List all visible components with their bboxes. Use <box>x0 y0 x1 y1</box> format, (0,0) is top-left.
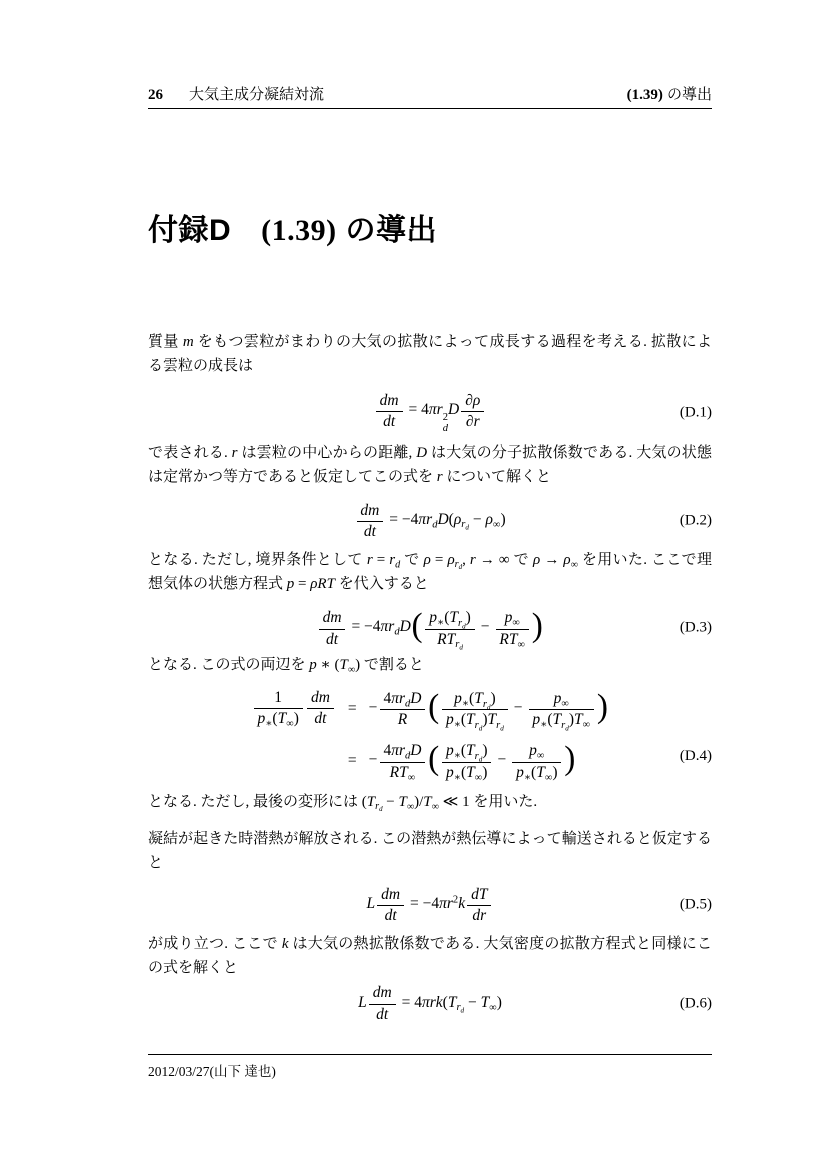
page-content <box>148 0 712 1024</box>
equation-d4-line1-rel: = <box>347 699 357 717</box>
paragraph-3: となる. ただし, 境界条件として $r = r_d$ で $\rho = \rho_{r_d}$, r → ∞ で $\rho \to \rho_\infty$ を用いた. ここで理想気体の状態方程式 p = ρRT を代入すると <box>148 552 712 592</box>
equation-d4 <box>148 687 712 783</box>
header-right: (1.39) の導出 <box>626 86 712 103</box>
equation-d1 <box>148 392 712 434</box>
page-header <box>148 0 712 106</box>
equation-d6 <box>148 984 712 1024</box>
equation-d2 <box>148 502 712 542</box>
equation-d5-tag: (D.5) <box>679 896 712 913</box>
paragraph-6: 凝結が起きた時潜熱が解放される. この潜熱が熱伝導によって輸送されると仮定すると <box>148 831 712 871</box>
equation-d4-tag: (D.4) <box>679 748 712 765</box>
equation-d4-line2-rel: = <box>347 752 357 770</box>
equation-d6-tag: (D.6) <box>679 995 712 1012</box>
footer-date-author: 2012/03/27(山下 達也) <box>148 1064 276 1079</box>
equation-d2-math: $\frac{dm}{dt}$ = $-4\pi r_dD(\rho_{r_d} - \rho_\infty)$ <box>354 511 505 528</box>
equation-d5-math: L $\frac{dm}{dt}$ = $-4\pi r^2k$ $\frac{dT}{dr}$ <box>366 895 493 912</box>
paragraph-5: となる. ただし, 最後の変形には $(T_{r_d} - T_\infty)/T_\infty$ ≪ 1 を用いた. <box>148 793 538 814</box>
paragraph-1: 質量 m をもつ雲粒がまわりの大気の拡散によって成長する過程を考える. 拡散による雲粒の成長は <box>148 334 712 374</box>
equation-d1-math: $\frac{dm}{dt}$ = 4πr 2 d D $\frac{\partial\rho}{\partial r}$ <box>374 401 487 418</box>
paragraph-4: となる. この式の両辺を p ∗ $(T_\infty)$ で割ると <box>148 656 424 675</box>
equation-d3-math: $\frac{dm}{dt}$ = $-4\pi r_dD$( $\frac{p_∗(T_{r_d})}{RT_{r_d}}$ − $\frac{p_\infty}{RT_\infty}$ ) <box>317 618 544 635</box>
appendix-title: 付録D (1.39) の導出 <box>148 214 437 247</box>
equation-d5 <box>148 886 712 926</box>
equation-d6-math: L $\frac{dm}{dt}$ = $4\pi rk(T_{r_d} - T_\infty)$ <box>358 984 502 1023</box>
equation-d4-line1-lhs: $\frac{1}{p_∗(T_\infty)}$ $\frac{dm}{dt}$ <box>251 689 335 729</box>
header-rule <box>148 108 712 109</box>
equation-d4-line1-rhs: − $\frac{4\pi r_dD}{R}$ ( $\frac{p_∗(T_{r_d})}{p_∗(T_{r_d})T_{r_d}}$ − $\frac{p_\infty}{p_∗(T_{r_d})T_\infty}$ ) <box>368 687 608 733</box>
paragraph-7: が成り立つ. ここで k は大気の熱拡散係数である. 大気密度の拡散方程式と同様にこの式を解くと <box>148 936 712 976</box>
equation-d1-tag: (D.1) <box>679 404 712 421</box>
equation-d2-tag: (D.2) <box>679 512 712 529</box>
equation-d3 <box>148 606 712 652</box>
equation-d4-align <box>251 687 608 783</box>
equation-d3-tag: (D.3) <box>679 619 712 636</box>
paragraph-2: で表される. r は雲粒の中心からの距離, D は大気の分子拡散係数である. 大気の状態は定常かつ等方であると仮定してこの式を r について解くと <box>148 445 712 485</box>
header-left: 26 大気主成分凝結対流 <box>148 86 325 103</box>
equation-d4-line2-rhs: − $\frac{4\pi r_dD}{RT_\infty}$ ( $\frac{p_∗(T_{r_d})}{p_∗(T_\infty)}$ − $\frac{p_\infty}{p_∗(T_\infty)}$ ) <box>368 739 576 784</box>
page-footer <box>148 1054 712 1080</box>
